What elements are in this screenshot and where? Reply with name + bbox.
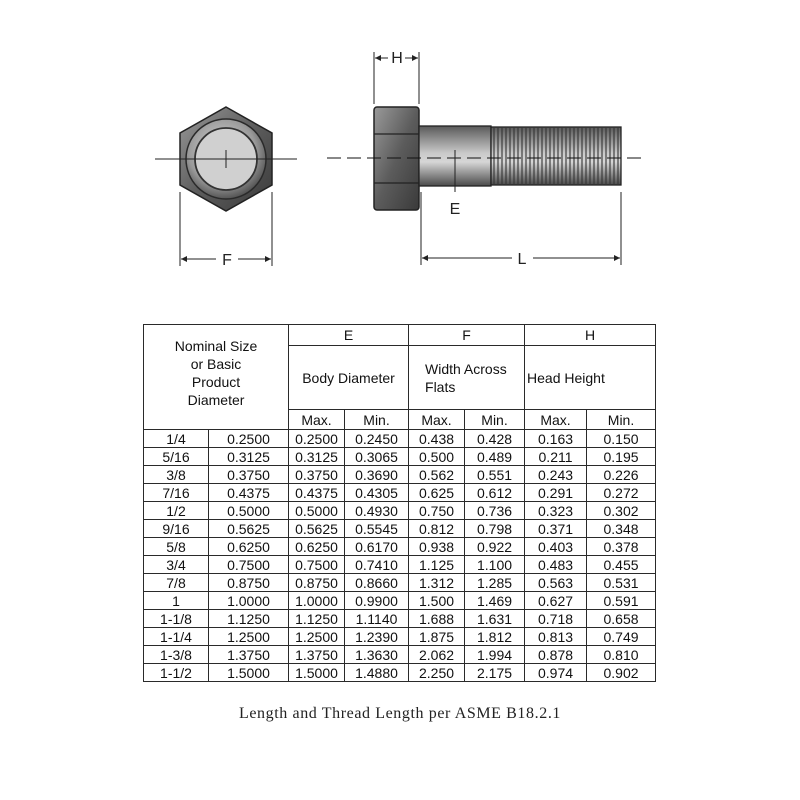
width-flats-max-cell: 0.812	[409, 520, 465, 538]
nominal-decimal-cell: 1.0000	[209, 592, 289, 610]
body-diameter-min-cell: 0.3690	[345, 466, 409, 484]
body-diameter-max-cell: 0.5625	[289, 520, 345, 538]
nominal-fraction-cell: 9/16	[144, 520, 209, 538]
f-max-header: Max.	[409, 410, 465, 430]
head-height-max-cell: 0.718	[525, 610, 587, 628]
body-diameter-min-cell: 0.9900	[345, 592, 409, 610]
width-flats-max-cell: 1.875	[409, 628, 465, 646]
width-flats-min-cell: 0.551	[465, 466, 525, 484]
width-flats-min-cell: 0.489	[465, 448, 525, 466]
table-body	[144, 430, 656, 682]
e-max-header: Max.	[289, 410, 345, 430]
bolt-dimension-table	[143, 324, 656, 682]
head-height-max-cell: 0.211	[525, 448, 587, 466]
nominal-decimal-cell: 0.2500	[209, 430, 289, 448]
head-height-min-cell: 0.195	[587, 448, 656, 466]
table-row	[144, 592, 656, 610]
h-min-header: Min.	[587, 410, 656, 430]
width-flats-max-cell: 1.500	[409, 592, 465, 610]
width-flats-min-cell: 0.612	[465, 484, 525, 502]
nominal-decimal-cell: 0.7500	[209, 556, 289, 574]
width-flats-max-cell: 2.250	[409, 664, 465, 682]
table-row	[144, 646, 656, 664]
label-l: L	[517, 251, 527, 268]
table-row	[144, 502, 656, 520]
width-flats-min-cell: 0.428	[465, 430, 525, 448]
head-height-header: Head Height	[525, 346, 656, 410]
nominal-fraction-cell: 1-3/8	[144, 646, 209, 664]
head-height-min-cell: 0.302	[587, 502, 656, 520]
head-height-min-cell: 0.658	[587, 610, 656, 628]
body-diameter-max-cell: 0.6250	[289, 538, 345, 556]
body-diameter-min-cell: 1.1140	[345, 610, 409, 628]
head-height-max-cell: 0.371	[525, 520, 587, 538]
nominal-fraction-cell: 1/4	[144, 430, 209, 448]
width-flats-min-cell: 1.994	[465, 646, 525, 664]
nominal-size-header: Nominal Size or Basic Product Diameter	[144, 325, 289, 430]
width-flats-min-cell: 0.798	[465, 520, 525, 538]
body-diameter-max-cell: 1.3750	[289, 646, 345, 664]
head-height-min-cell: 0.378	[587, 538, 656, 556]
body-diameter-max-cell: 0.7500	[289, 556, 345, 574]
body-diameter-min-cell: 0.7410	[345, 556, 409, 574]
body-diameter-max-cell: 0.8750	[289, 574, 345, 592]
body-diameter-header: Body Diameter	[289, 346, 409, 410]
head-height-max-cell: 0.483	[525, 556, 587, 574]
body-diameter-max-cell: 0.2500	[289, 430, 345, 448]
body-diameter-min-cell: 0.2450	[345, 430, 409, 448]
group-e-letter: E	[289, 325, 409, 346]
head-height-max-cell: 0.243	[525, 466, 587, 484]
nominal-decimal-cell: 0.3125	[209, 448, 289, 466]
nominal-fraction-cell: 7/8	[144, 574, 209, 592]
h-max-header: Max.	[525, 410, 587, 430]
header-group-row	[144, 325, 656, 346]
table-row	[144, 556, 656, 574]
width-flats-min-cell: 0.922	[465, 538, 525, 556]
width-flats-max-cell: 0.562	[409, 466, 465, 484]
body-diameter-min-cell: 1.3630	[345, 646, 409, 664]
head-height-max-cell: 0.291	[525, 484, 587, 502]
table-row	[144, 430, 656, 448]
bolt-technical-drawing	[0, 0, 800, 300]
head-height-max-cell: 0.878	[525, 646, 587, 664]
width-flats-max-cell: 0.500	[409, 448, 465, 466]
nominal-decimal-cell: 0.8750	[209, 574, 289, 592]
body-diameter-min-cell: 0.8660	[345, 574, 409, 592]
nominal-fraction-cell: 3/8	[144, 466, 209, 484]
body-diameter-max-cell: 1.5000	[289, 664, 345, 682]
width-flats-min-cell: 1.631	[465, 610, 525, 628]
head-height-min-cell: 0.531	[587, 574, 656, 592]
head-height-min-cell: 0.591	[587, 592, 656, 610]
head-height-min-cell: 0.902	[587, 664, 656, 682]
nominal-decimal-cell: 1.1250	[209, 610, 289, 628]
nominal-fraction-cell: 1-1/2	[144, 664, 209, 682]
nominal-decimal-cell: 1.5000	[209, 664, 289, 682]
head-height-max-cell: 0.403	[525, 538, 587, 556]
label-h: H	[391, 50, 403, 67]
body-diameter-max-cell: 1.1250	[289, 610, 345, 628]
e-min-header: Min.	[345, 410, 409, 430]
width-flats-min-cell: 0.736	[465, 502, 525, 520]
width-flats-max-cell: 0.438	[409, 430, 465, 448]
body-diameter-min-cell: 0.4305	[345, 484, 409, 502]
width-flats-min-cell: 1.100	[465, 556, 525, 574]
nominal-fraction-cell: 3/4	[144, 556, 209, 574]
body-diameter-max-cell: 0.5000	[289, 502, 345, 520]
body-diameter-max-cell: 1.0000	[289, 592, 345, 610]
table-row	[144, 610, 656, 628]
width-flats-max-cell: 0.938	[409, 538, 465, 556]
hex-head-end-view	[155, 107, 297, 266]
body-diameter-max-cell: 0.3750	[289, 466, 345, 484]
table-row	[144, 484, 656, 502]
width-flats-max-cell: 1.688	[409, 610, 465, 628]
head-height-min-cell: 0.272	[587, 484, 656, 502]
table-row	[144, 466, 656, 484]
nominal-fraction-cell: 5/16	[144, 448, 209, 466]
f-min-header: Min.	[465, 410, 525, 430]
nominal-fraction-cell: 1-1/8	[144, 610, 209, 628]
nominal-fraction-cell: 1-1/4	[144, 628, 209, 646]
head-height-max-cell: 0.627	[525, 592, 587, 610]
width-flats-max-cell: 0.750	[409, 502, 465, 520]
head-height-min-cell: 0.348	[587, 520, 656, 538]
body-diameter-min-cell: 1.4880	[345, 664, 409, 682]
head-height-max-cell: 0.974	[525, 664, 587, 682]
body-diameter-min-cell: 1.2390	[345, 628, 409, 646]
nominal-decimal-cell: 0.6250	[209, 538, 289, 556]
body-diameter-min-cell: 0.6170	[345, 538, 409, 556]
table-row	[144, 448, 656, 466]
head-height-max-cell: 0.163	[525, 430, 587, 448]
table-row	[144, 574, 656, 592]
body-diameter-min-cell: 0.5545	[345, 520, 409, 538]
head-height-min-cell: 0.749	[587, 628, 656, 646]
body-diameter-max-cell: 0.3125	[289, 448, 345, 466]
nominal-fraction-cell: 1/2	[144, 502, 209, 520]
nominal-decimal-cell: 0.3750	[209, 466, 289, 484]
width-flats-min-cell: 2.175	[465, 664, 525, 682]
nominal-fraction-cell: 1	[144, 592, 209, 610]
width-flats-min-cell: 1.812	[465, 628, 525, 646]
label-e: E	[449, 201, 461, 218]
body-diameter-max-cell: 0.4375	[289, 484, 345, 502]
bolt-side-view	[327, 52, 645, 265]
nominal-decimal-cell: 0.5625	[209, 520, 289, 538]
width-flats-max-cell: 2.062	[409, 646, 465, 664]
table-row	[144, 538, 656, 556]
group-h-letter: H	[525, 325, 656, 346]
head-height-min-cell: 0.226	[587, 466, 656, 484]
width-flats-min-cell: 1.285	[465, 574, 525, 592]
width-flats-min-cell: 1.469	[465, 592, 525, 610]
width-flats-max-cell: 1.125	[409, 556, 465, 574]
body-diameter-max-cell: 1.2500	[289, 628, 345, 646]
nominal-fraction-cell: 5/8	[144, 538, 209, 556]
width-flats-max-cell: 0.625	[409, 484, 465, 502]
nominal-decimal-cell: 1.2500	[209, 628, 289, 646]
width-across-flats-header: Width Across Flats	[409, 346, 525, 410]
table-row	[144, 664, 656, 682]
nominal-fraction-cell: 7/16	[144, 484, 209, 502]
head-height-max-cell: 0.813	[525, 628, 587, 646]
group-f-letter: F	[409, 325, 525, 346]
nominal-decimal-cell: 0.5000	[209, 502, 289, 520]
table-row	[144, 520, 656, 538]
label-f: F	[222, 252, 232, 269]
nominal-decimal-cell: 0.4375	[209, 484, 289, 502]
head-height-min-cell: 0.455	[587, 556, 656, 574]
caption: Length and Thread Length per ASME B18.2.1	[238, 705, 562, 722]
width-flats-max-cell: 1.312	[409, 574, 465, 592]
body-diameter-min-cell: 0.4930	[345, 502, 409, 520]
head-height-min-cell: 0.810	[587, 646, 656, 664]
head-height-min-cell: 0.150	[587, 430, 656, 448]
head-height-max-cell: 0.323	[525, 502, 587, 520]
table-row	[144, 628, 656, 646]
body-diameter-min-cell: 0.3065	[345, 448, 409, 466]
nominal-decimal-cell: 1.3750	[209, 646, 289, 664]
head-height-max-cell: 0.563	[525, 574, 587, 592]
